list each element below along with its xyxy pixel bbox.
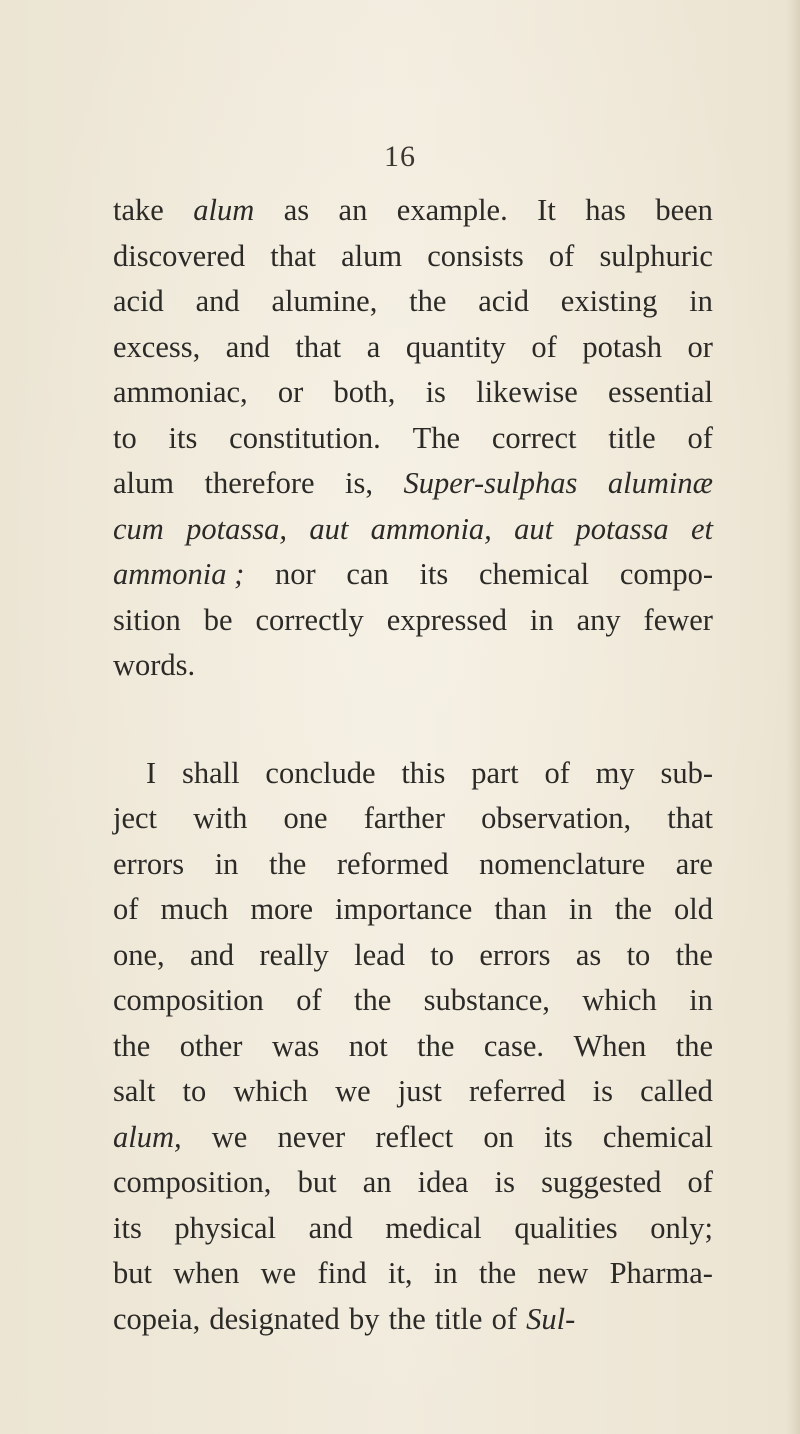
word: can (346, 557, 389, 591)
italic-word: potassa (575, 511, 669, 546)
word: new (537, 1256, 589, 1290)
word: salt (113, 1074, 156, 1108)
word: that (270, 238, 316, 273)
word: expressed (386, 602, 507, 637)
text-line (113, 234, 713, 280)
word: that (295, 329, 342, 364)
word: not (348, 1028, 388, 1063)
word: words. (113, 648, 196, 682)
word: medical (385, 1210, 482, 1245)
word: to (430, 937, 455, 972)
word: was (271, 1028, 320, 1063)
word: which (582, 983, 657, 1017)
word: copeia, (113, 1301, 201, 1336)
word: of (531, 329, 557, 364)
word: importance (335, 892, 473, 926)
word: and (308, 1210, 353, 1245)
italic-word: alum (193, 193, 255, 227)
word: referred (469, 1074, 566, 1108)
text-line (113, 370, 713, 416)
word: which (233, 1074, 308, 1108)
word: its (168, 420, 198, 455)
word: really (259, 937, 329, 972)
word: with (193, 801, 248, 835)
word: find (317, 1256, 367, 1290)
word: nor (275, 557, 316, 591)
word: old (674, 892, 713, 926)
word: physical (174, 1210, 277, 1245)
word: in (568, 892, 593, 926)
word: case. (483, 1028, 544, 1063)
text-line (113, 1069, 713, 1115)
word: is (425, 375, 446, 409)
word: substance, (423, 983, 550, 1017)
word: part (471, 755, 519, 790)
italic-word: Sul- (526, 1301, 576, 1336)
word: but (113, 1256, 152, 1290)
word: of (544, 755, 570, 790)
word: ammoniac, (113, 375, 248, 409)
word: just (397, 1074, 442, 1108)
word: to (626, 937, 651, 972)
word: sub- (660, 755, 713, 790)
italic-word: ammonia ; (113, 557, 245, 591)
word: in (214, 846, 239, 881)
word: acid (113, 284, 164, 318)
word: the (388, 1301, 426, 1336)
word: Pharma- (609, 1256, 713, 1290)
word: constitution. (229, 420, 381, 455)
word: correctly (255, 602, 364, 637)
word: of (113, 892, 139, 926)
word: sulphuric (599, 238, 713, 273)
word: farther (363, 801, 446, 835)
text-line (113, 507, 713, 553)
word: consists (427, 238, 524, 273)
text-line (113, 552, 713, 598)
word: never (277, 1119, 346, 1154)
word: quantity (405, 329, 506, 364)
word: an (338, 193, 368, 227)
word: lead (354, 937, 405, 972)
word: the (269, 846, 307, 881)
text-line (113, 598, 713, 644)
italic-word: alum, (113, 1119, 182, 1154)
word: to (113, 420, 137, 455)
text-line (113, 1115, 713, 1161)
word: and (225, 329, 270, 364)
word: therefore (204, 466, 315, 500)
paragraph (113, 188, 713, 689)
word: its (543, 1119, 573, 1154)
word: or (277, 375, 304, 409)
text-line (113, 1251, 713, 1297)
word: is, (345, 466, 373, 500)
word: the (354, 983, 392, 1017)
word: but (297, 1165, 337, 1199)
word: one, (113, 937, 165, 972)
word: in (433, 1256, 458, 1290)
word: of (687, 1165, 713, 1199)
word: reformed (336, 846, 449, 881)
text-line (113, 796, 713, 842)
word: existing (560, 284, 658, 318)
word: in (689, 284, 713, 318)
word: essential (607, 375, 713, 409)
word: in (529, 602, 554, 637)
word: be (203, 602, 233, 637)
word: its (419, 557, 449, 591)
text-line (113, 1160, 713, 1206)
word: acid (478, 284, 529, 318)
word: compo- (619, 557, 713, 591)
word: potash (582, 329, 662, 364)
italic-word: aut (514, 511, 554, 546)
page-edge-shadow (786, 0, 800, 1434)
word: alumine, (271, 284, 378, 318)
word: qualities (514, 1210, 618, 1245)
word: The (412, 420, 461, 455)
word: my (595, 755, 635, 790)
word: chemical (479, 557, 590, 591)
text-line (113, 1297, 713, 1343)
word: and (195, 284, 240, 318)
word: shall (181, 755, 240, 790)
word: called (640, 1074, 713, 1108)
word: or (687, 329, 713, 364)
word: much (160, 892, 229, 926)
word: both, (333, 375, 396, 409)
word: the (113, 1028, 151, 1063)
word: It (537, 193, 556, 227)
paragraph-gap (113, 689, 713, 751)
word: the (417, 1028, 455, 1063)
text-line (113, 416, 713, 462)
text-line (113, 279, 713, 325)
text-line (113, 751, 713, 797)
word: ject (113, 801, 158, 835)
text-line (113, 461, 713, 507)
word: chemical (602, 1119, 713, 1154)
word: alum (113, 466, 174, 500)
word: more (250, 892, 313, 926)
word: the (478, 1256, 517, 1290)
word: fewer (643, 602, 713, 637)
word: errors (479, 937, 551, 972)
word: alum (341, 238, 403, 273)
word: it, (387, 1256, 413, 1290)
page-number: 16 (384, 140, 416, 173)
text-line (113, 188, 713, 234)
word: this (401, 755, 446, 790)
word: sition (113, 602, 181, 637)
word: designated (209, 1301, 340, 1336)
word: its (113, 1210, 142, 1245)
text-line (113, 933, 713, 979)
word: than (494, 892, 547, 926)
text-line (113, 325, 713, 371)
italic-word: cum (113, 511, 164, 546)
word: excess, (113, 329, 201, 364)
italic-word: et (690, 511, 713, 546)
word: been (655, 193, 713, 227)
italic-word: aluminæ (607, 466, 713, 500)
word: when (173, 1256, 240, 1290)
word: that (667, 801, 713, 835)
word: suggested (541, 1165, 662, 1199)
word: example. (396, 193, 508, 227)
word: conclude (265, 755, 376, 790)
italic-word: ammonia, (370, 511, 492, 546)
word: is (494, 1165, 515, 1199)
word: the (614, 892, 652, 926)
body-text (113, 188, 713, 1342)
word: correct (491, 420, 577, 455)
word: are (675, 846, 713, 881)
word: of (491, 1301, 517, 1336)
word: I (146, 755, 157, 790)
word: by (348, 1301, 380, 1336)
word: of (296, 983, 322, 1017)
word: When (573, 1028, 647, 1063)
word: we (211, 1119, 248, 1154)
word: discovered (113, 238, 246, 273)
word: idea (417, 1165, 469, 1199)
word: is (592, 1074, 613, 1108)
text-line (113, 1206, 713, 1252)
word: errors (113, 846, 185, 881)
word: observation, (481, 801, 632, 835)
paragraph (113, 751, 713, 1343)
italic-word: potassa, (186, 511, 287, 546)
word: nomenclature (479, 846, 646, 881)
word: the (675, 1028, 713, 1063)
word: composition (113, 983, 264, 1017)
word: to (182, 1074, 207, 1108)
word: we (260, 1256, 297, 1290)
word: of (687, 420, 713, 455)
text-line (113, 842, 713, 888)
word: we (335, 1074, 371, 1108)
word: an (362, 1165, 392, 1199)
word: only; (650, 1210, 713, 1245)
italic-word: Super-sulphas (403, 466, 578, 500)
text-line (113, 887, 713, 933)
text-line (113, 978, 713, 1024)
word: the (409, 284, 447, 318)
text-line (113, 1024, 713, 1070)
word: likewise (476, 375, 578, 409)
word: the (675, 937, 713, 972)
word: take (113, 193, 164, 227)
word: title (434, 1301, 483, 1336)
word: and (190, 937, 235, 972)
word: of (548, 238, 575, 273)
word: one (283, 801, 328, 835)
word: in (689, 983, 713, 1017)
word: title (608, 420, 656, 455)
word: composition, (113, 1165, 272, 1199)
word: on (483, 1119, 514, 1154)
word: reflect (375, 1119, 454, 1154)
word: other (179, 1028, 243, 1063)
text-line (113, 643, 713, 689)
word: as (283, 193, 310, 227)
italic-word: aut (309, 511, 349, 546)
word: has (585, 193, 626, 227)
word: a (366, 329, 381, 364)
word: any (576, 602, 621, 637)
word: as (575, 937, 602, 972)
